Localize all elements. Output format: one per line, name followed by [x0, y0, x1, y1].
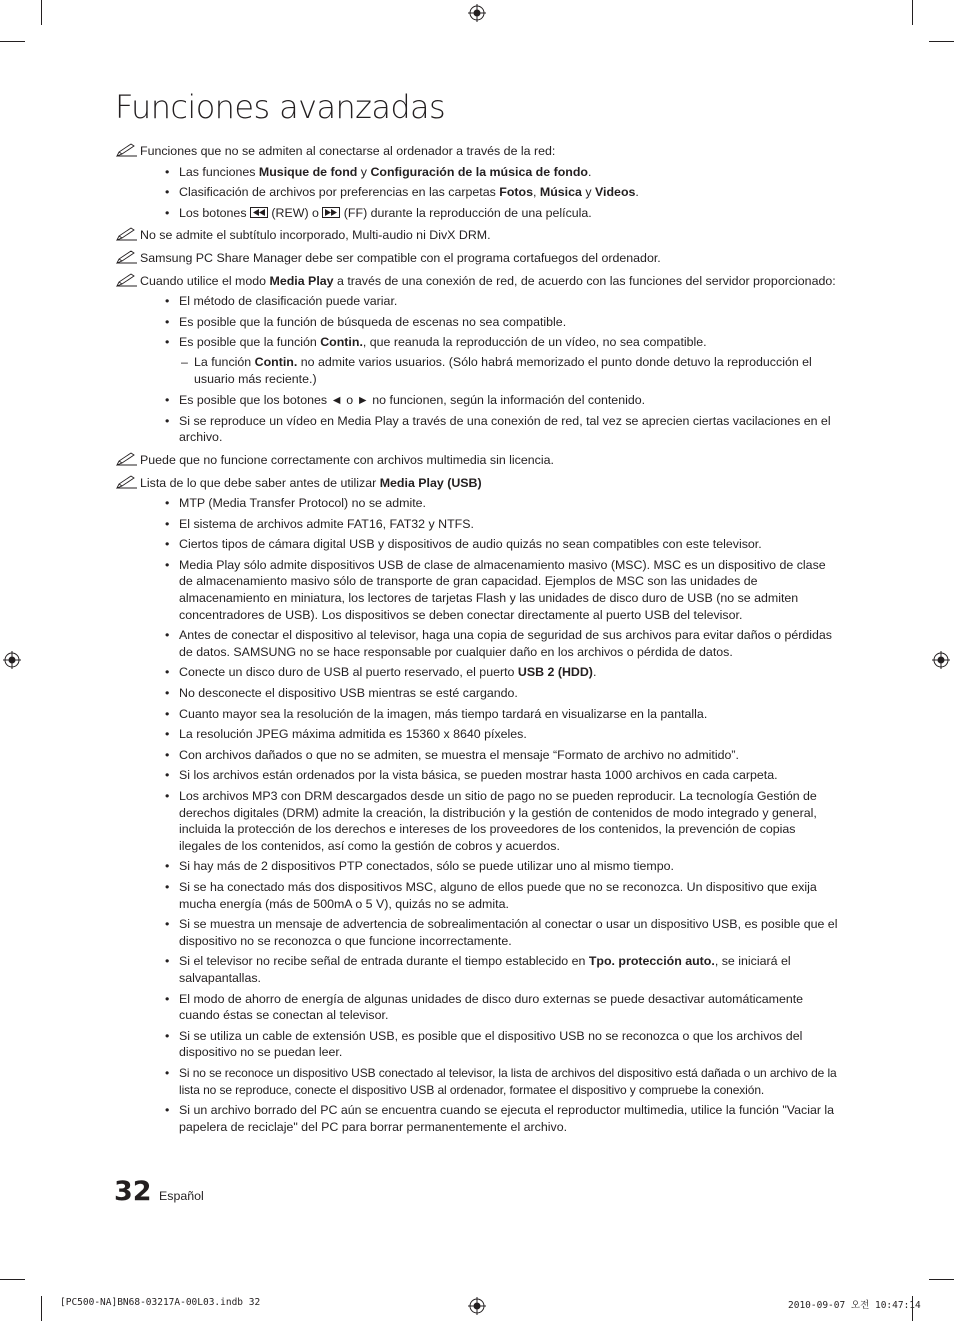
- text: Cuanto mayor sea la resolución de la imagen, más tiempo tardará en visualizarse en la pantalla.: [179, 706, 708, 721]
- fast-forward-button-icon: [322, 207, 340, 218]
- note-text: Funciones que no se admiten al conectarse al ordenador a través de la red:: [140, 144, 556, 158]
- text: Media Play sólo admite dispositivos USB de clase de almacenamiento masivo (MSC). MSC es un dispositivo de clase de almacenamiento masivo sólo de transporte de gran capacidad. Ejemplos de MSC son las unidades de almacenamiento en miniatura, los lectores de tarjetas Flash y las unidades de disco duro de USB (no se admiten concentradores de USB). Los dispositivos se deben conectar directamente al puerto USB del televisor.: [179, 557, 826, 622]
- bullet: •: [165, 205, 170, 220]
- list-item: [140, 334, 840, 351]
- bullet: •: [165, 516, 170, 531]
- bullet: •: [165, 789, 170, 803]
- bullet: •: [165, 185, 170, 200]
- text: Si se utiliza un cable de extensión USB, es posible que el dispositivo USB no se reconozca o que los archivos del dispositivo no se puedan leer.: [179, 1028, 803, 1060]
- bullet: •: [165, 1065, 170, 1080]
- registration-mark-icon: [3, 651, 21, 669]
- note-pencil-icon: [116, 273, 138, 287]
- text: Si se muestra un mensaje de advertencia de sobrealimentación al conectar o usar un dispositivo USB, es posible que el dispositivo no se reconozca o que funcione incorrectamente.: [179, 917, 838, 948]
- text: Conecte un disco duro de USB al puerto reservado, el puerto: [179, 665, 518, 680]
- bullet: •: [165, 917, 170, 932]
- list-item: [140, 953, 840, 986]
- bold-term: Música: [539, 185, 582, 200]
- note-text: a través de una conexión de red, de acuerdo con las funciones del servidor proporcionado:: [333, 273, 836, 288]
- crop-mark: [41, 1296, 42, 1321]
- text: Antes de conectar el dispositivo al televisor, haga una copia de seguridad de sus archivos para evitar daños o pérdidas de datos. SAMSUNG no se hace responsable por cualquier daño en los archivos o pérdida de datos.: [179, 628, 832, 659]
- list-item: [140, 516, 840, 533]
- text: Ciertos tipos de cámara digital USB y dispositivos de audio quizás no sean compatibles con este televisor.: [179, 537, 762, 552]
- dash: –: [181, 354, 188, 369]
- list-item: [140, 1028, 840, 1061]
- note-pencil-icon: [116, 227, 138, 241]
- text: , que reanuda la reproducción de un vídeo, no sea compatible.: [362, 335, 707, 350]
- list-item: [140, 557, 840, 623]
- crop-mark: [41, 0, 42, 25]
- note-pencil-icon: [116, 475, 138, 489]
- list-item: [140, 879, 840, 912]
- text: ,: [533, 185, 540, 200]
- list-item: [140, 788, 840, 854]
- bullet: •: [165, 768, 170, 783]
- text: Si un archivo borrado del PC aún se encuentra cuando se ejecuta el reproductor multimedia, utilice la función "Vaciar la papelera de reciclaje" del PC para borrar permanentemente el archivo.: [179, 1103, 835, 1134]
- bullet: •: [165, 1028, 170, 1043]
- text: no admite varios usuarios. (Sólo habrá memorizado el punto donde detuvo la reproducción el usuario más reciente.): [194, 354, 812, 386]
- page-title: Funciones avanzadas: [115, 88, 446, 126]
- text: .: [635, 185, 639, 200]
- text: Si hay más de 2 dispositivos PTP conectados, sólo se puede utilizar uno al mismo tiempo.: [179, 859, 674, 874]
- crop-mark: [929, 1279, 954, 1280]
- text: Con archivos dañados o que no se admiten, se muestra el mensaje “Formato de archivo no admitido”.: [179, 747, 739, 762]
- bold-term: Media Play: [269, 273, 334, 288]
- bullet: •: [165, 686, 170, 701]
- note-text: Puede que no funcione correctamente con archivos multimedia sin licencia.: [140, 452, 554, 467]
- text: La función: [194, 354, 255, 369]
- bullet-list: [140, 293, 840, 351]
- registration-mark-icon: [468, 4, 486, 22]
- note-pencil-icon: [116, 143, 138, 157]
- list-item: [140, 706, 840, 723]
- list-item: [140, 747, 840, 764]
- bullet: •: [165, 1103, 170, 1118]
- text: .: [587, 164, 592, 179]
- list-item: [140, 392, 840, 409]
- bullet: •: [165, 859, 170, 874]
- note-pencil-icon: [116, 452, 138, 466]
- rewind-button-icon: [250, 207, 268, 218]
- list-item: [140, 495, 840, 512]
- note-text: Samsung PC Share Manager debe ser compatible con el programa cortafuegos del ordenador.: [140, 250, 661, 265]
- text: Si no se reconoce un dispositivo USB conectado al televisor, la lista de archivos del dispositivo está dañada o un archivo de la lista no se reproduce, conecte el dispositivo USB al ordenador, formatee el dispositivo y compruebe la conexión.: [179, 1065, 837, 1097]
- text: y: [357, 164, 371, 179]
- text: MTP (Media Transfer Protocol) no se admite.: [179, 496, 426, 511]
- text: El modo de ahorro de energía de algunas unidades de disco duro externas se puede desactivar automáticamente cuando éstas se conectan al televisor.: [179, 991, 804, 1023]
- bold-term: Videos: [595, 185, 636, 200]
- bullet: •: [165, 393, 170, 408]
- list-item: [140, 685, 840, 702]
- bullet: •: [165, 706, 170, 721]
- text: El método de clasificación puede variar.: [179, 294, 398, 309]
- list-item: [140, 664, 840, 681]
- bullet: •: [165, 954, 170, 969]
- text: Los archivos MP3 con DRM descargados desde un sitio de pago no se pueden reproducir. La tecnología Gestión de derechos digitales (DRM) admite la creación, la distribución y la gestión de contenidos de modo integrado y general, incluida la protección de los derechos e intereses de los proveedores de los contenidos, la prevención de copias ilegales de los contenidos, así como la gestión de cobros y acuerdos.: [179, 789, 817, 853]
- bullet-list: [140, 392, 840, 446]
- bullet: •: [165, 164, 170, 179]
- list-item: [140, 767, 840, 784]
- bullet: •: [165, 496, 170, 511]
- crop-mark: [929, 41, 954, 42]
- list-item: [140, 293, 840, 310]
- bold-term: Fotos: [499, 185, 533, 200]
- text: No desconecte el dispositivo USB mientras se esté cargando.: [179, 686, 518, 701]
- note-text: Lista de lo que debe saber antes de utilizar: [140, 475, 380, 490]
- list-item: [140, 413, 840, 446]
- list-item: [140, 726, 840, 743]
- crop-mark: [0, 1279, 25, 1280]
- list-item: [140, 205, 840, 222]
- text: Es posible que la función de búsqueda de escenas no sea compatible.: [179, 314, 567, 329]
- print-slug-file: [PC500-NA]BN68-03217A-00L03.indb 32: [60, 1297, 261, 1308]
- list-item: [140, 991, 840, 1024]
- note-pencil-icon: [116, 250, 138, 264]
- bullet: •: [165, 537, 170, 552]
- bold-term: Musique de fond: [258, 164, 358, 179]
- text: Clasificación de archivos por preferencias en las carpetas: [179, 185, 500, 200]
- note-text: Cuando utilice el modo: [140, 273, 270, 288]
- crop-mark: [0, 41, 25, 42]
- registration-mark-icon: [932, 651, 950, 669]
- bold-term: Tpo. protección auto.: [588, 954, 715, 969]
- list-item: [140, 314, 840, 331]
- sub-item: [140, 354, 840, 387]
- bullet: •: [165, 747, 170, 762]
- bullet-list: [140, 164, 840, 222]
- bold-term: USB 2 (HDD): [517, 665, 593, 680]
- text: Las funciones: [179, 164, 259, 179]
- note-text: No se admite el subtítulo incorporado, Multi-audio ni DivX DRM.: [140, 228, 491, 243]
- bullet: •: [165, 991, 170, 1006]
- bullet: •: [165, 727, 170, 742]
- text: La resolución JPEG máxima admitida es 15360 x 8640 píxeles.: [179, 727, 527, 742]
- text: , se iniciará el salvapantallas.: [179, 954, 791, 985]
- print-slug-date: 2010-09-07 오전 10:47:14: [788, 1300, 921, 1311]
- list-item: [140, 536, 840, 553]
- page-number: 32: [114, 1176, 152, 1207]
- bullet: •: [165, 557, 170, 572]
- bullet-list: [140, 495, 840, 1135]
- bold-term: Configuración de la música de fondo: [370, 164, 588, 179]
- main-content: [115, 143, 840, 1135]
- bold-term: Contin.: [320, 335, 363, 350]
- list-item: [140, 184, 840, 201]
- list-item: [140, 1102, 840, 1135]
- list-item: [140, 858, 840, 875]
- bold-term: Contin.: [254, 354, 298, 369]
- list-item: [140, 164, 840, 181]
- list-item: [140, 1065, 840, 1098]
- text: Si se reproduce un vídeo en Media Play a través de una conexión de red, tal vez se aprecien ciertas vacilaciones en el archivo.: [179, 413, 831, 445]
- text: (REW) o: [267, 205, 323, 220]
- list-item: [140, 627, 840, 660]
- text: .: [592, 665, 597, 680]
- note: [115, 475, 840, 1136]
- note: [115, 452, 840, 469]
- text: Es posible que los botones ◄ o ► no funcionen, según la información del contenido.: [179, 393, 646, 408]
- crop-mark: [912, 0, 913, 25]
- note: [115, 273, 840, 446]
- bold-term: Media Play (USB): [379, 475, 482, 490]
- text: (FF) durante la reproducción de una película.: [340, 205, 592, 220]
- list-item: [140, 916, 840, 949]
- registration-mark-icon: [468, 1297, 486, 1315]
- note: [115, 227, 840, 244]
- page-language: Español: [159, 1189, 204, 1203]
- bullet: •: [165, 665, 170, 680]
- text: Si el televisor no recibe señal de entrada durante el tiempo establecido en: [179, 954, 589, 969]
- bullet: •: [165, 294, 170, 309]
- text: Si se ha conectado más dos dispositivos MSC, alguno de ellos puede que no se reconozca. Un dispositivo que exija mucha energía (más de 500mA o 5 V), quizás no se admita.: [179, 879, 817, 911]
- text: Si los archivos están ordenados por la vista básica, se pueden mostrar hasta 1000 archivos en cada carpeta.: [179, 768, 778, 783]
- text: El sistema de archivos admite FAT16, FAT32 y NTFS.: [179, 516, 474, 531]
- text: Los botones: [179, 205, 250, 220]
- bullet: •: [165, 879, 170, 894]
- bullet: •: [165, 335, 170, 350]
- bullet: •: [165, 314, 170, 329]
- bullet: •: [165, 413, 170, 428]
- note: [115, 143, 840, 221]
- text: Es posible que la función: [179, 335, 321, 350]
- note: [115, 250, 840, 267]
- text: y: [581, 185, 595, 200]
- bullet: •: [165, 628, 170, 643]
